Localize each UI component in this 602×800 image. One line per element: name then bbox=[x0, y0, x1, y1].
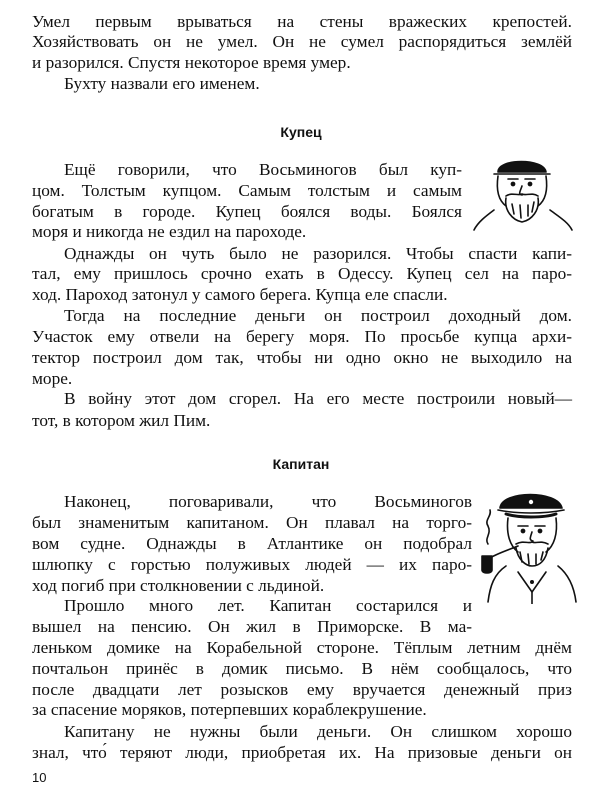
text-line: Однажды он чуть было не разорился. Чтобы спасти капи- bbox=[64, 244, 572, 263]
text-line: цом. Толстым купцом. Самым толстым и самым bbox=[32, 181, 462, 200]
text-line: был знаменитым капитаном. Он плавал на торго- bbox=[32, 513, 472, 532]
text-line: ход погиб при столкновении с льдиной. bbox=[32, 576, 325, 595]
text-line: после двадцати лет розысков ему вручается денежный приз bbox=[32, 680, 572, 699]
text-line: Капитану не нужны были деньги. Он слишком хорошо bbox=[64, 722, 572, 741]
text-line: море. bbox=[32, 369, 73, 388]
text-line: Хозяйствовать он не умел. Он не сумел распорядиться землёй bbox=[32, 32, 572, 51]
page-number: 10 bbox=[32, 770, 47, 785]
text-line: тектор построил дом так, чтобы ни одно окно не выходило на bbox=[32, 348, 572, 367]
text-line: шлюпку с горстью полуживых людей — их паро- bbox=[32, 555, 472, 574]
text-line: Тогда на последние деньги он построил доходный дом. bbox=[64, 306, 572, 325]
text-line: Ещё говорили, что Восьминогов был куп- bbox=[64, 160, 462, 179]
text-line: Умел первым врываться на стены вражеских крепостей. bbox=[32, 12, 572, 31]
text-line: и разорился. Спустя некоторое время умер. bbox=[32, 53, 351, 72]
text-line: ход. Пароход затонул у самого берега. Купца еле спасли. bbox=[32, 285, 448, 304]
text-line: леньком домике на Корабельной стороне. Тёплым летним днём bbox=[32, 638, 572, 657]
text-line: Бухту назвали его именем. bbox=[64, 74, 260, 93]
text-line: вом судне. Однажды в Атлантике он подобрал bbox=[32, 534, 472, 553]
section-heading-merchant: Купец bbox=[280, 124, 322, 140]
text-line: богатым в городе. Купец боялся воды. Боялся bbox=[32, 202, 462, 221]
text-line: тот, в котором жил Пим. bbox=[32, 411, 211, 430]
text-line: знал, что́ теряют люди, приобретая их. На призовые деньги он bbox=[32, 743, 572, 762]
text-line: почтальон принёс в домик письмо. В нём сообщалось, что bbox=[32, 659, 572, 678]
text-line: В войну этот дом сгорел. На его месте построили новый— bbox=[64, 389, 572, 408]
merchant-illustration bbox=[468, 150, 578, 232]
text-line: Наконец, поговаривали, что Восьминогов bbox=[64, 492, 472, 511]
text-line: тал, ему пришлось срочно ехать в Одессу. Купец сел на паро- bbox=[32, 264, 572, 283]
text-line: за спасение моряков, потерпевших кораблекрушение. bbox=[32, 700, 427, 719]
text-line: моря и никогда не ездил на пароходе. bbox=[32, 222, 307, 241]
text-line: Прошло много лет. Капитан состарился и bbox=[64, 596, 472, 615]
text-line: вышел на пенсию. Он жил в Приморске. В ма- bbox=[32, 617, 472, 636]
captain-illustration bbox=[478, 482, 582, 604]
section-heading-captain: Капитан bbox=[272, 456, 330, 472]
text-line: Участок ему отвели на берегу моря. По просьбе купца архи- bbox=[32, 327, 572, 346]
